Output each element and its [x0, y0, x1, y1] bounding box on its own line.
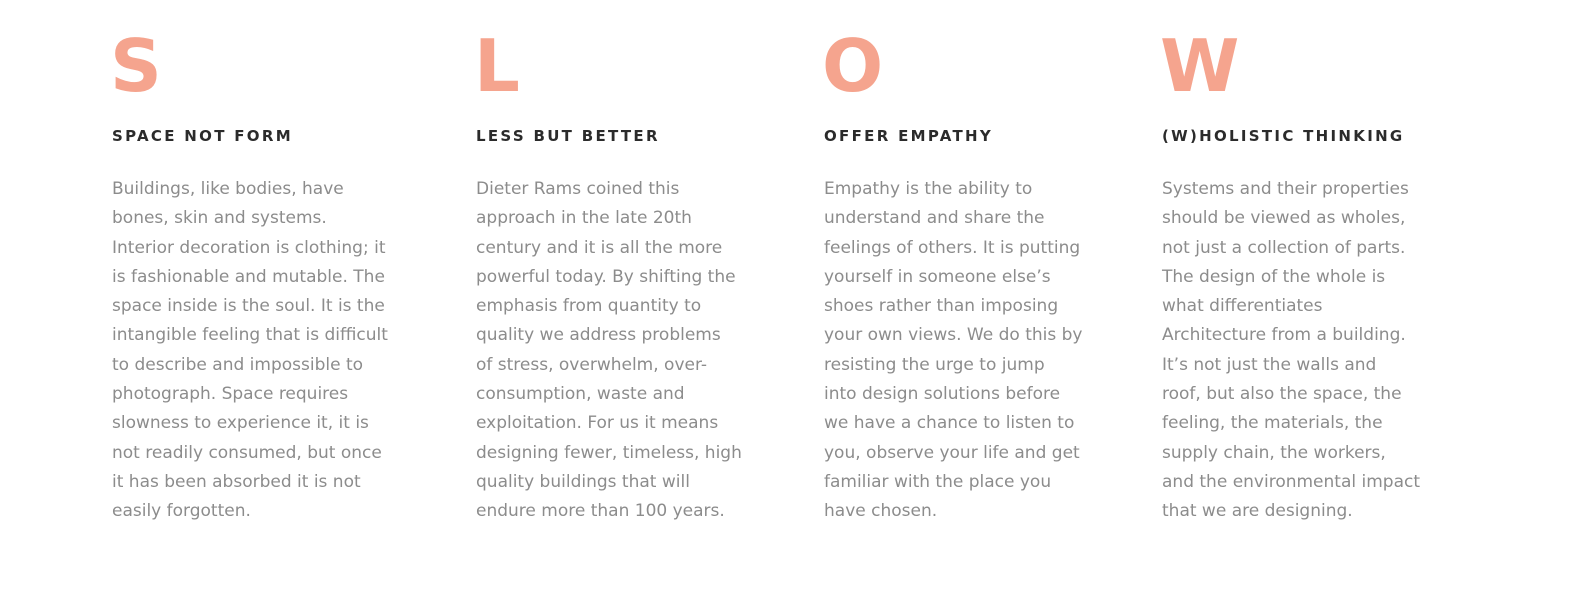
description-line: yourself in someone else’s [824, 266, 1051, 287]
description-line: shoes rather than imposing [824, 296, 1059, 317]
description-line: what differentiates [1162, 296, 1323, 317]
description-line: feeling, the materials, the [1162, 413, 1383, 434]
description-line: and the environmental impact [1162, 471, 1421, 492]
description-line: not readily consumed, but once [112, 442, 382, 463]
principle-letter-w: W [1160, 24, 1240, 108]
description-line: It’s not just the walls and [1162, 354, 1377, 375]
description-line: roof, but also the space, the [1162, 384, 1402, 405]
description-line: consumption, waste and [476, 384, 685, 405]
description-line: understand and share the [824, 208, 1045, 229]
description-line: to describe and impossible to [112, 354, 364, 375]
principle-letter-l: L [474, 24, 520, 108]
description-line: feelings of others. It is putting [824, 237, 1081, 258]
principle-heading-space-not-form: SPACE NOT FORM [112, 127, 293, 145]
description-line: approach in the late 20th [476, 208, 692, 229]
description-line: endure more than 100 years. [476, 501, 725, 522]
description-line: quality buildings that will [476, 471, 690, 492]
description-line: designing fewer, timeless, high [476, 442, 742, 463]
description-line: powerful today. By shifting the [476, 266, 736, 287]
description-line: supply chain, the workers, [1162, 442, 1386, 463]
principle-description-space [112, 175, 388, 527]
description-line: should be viewed as wholes, [1162, 208, 1406, 229]
principle-heading-offer-empathy: OFFER EMPATHY [824, 127, 994, 145]
description-line: slowness to experience it, it is [112, 413, 369, 434]
description-line: have chosen. [824, 501, 938, 522]
principle-heading-wholistic-thinking: (W)HOLISTIC THINKING [1162, 127, 1405, 145]
description-line: intangible feeling that is difficult [112, 325, 388, 346]
description-line: Buildings, like bodies, have [112, 179, 344, 199]
description-line: Dieter Rams coined this [476, 179, 680, 199]
principle-description-wholistic [1162, 175, 1420, 527]
description-line: exploitation. For us it means [476, 413, 719, 434]
description-line: resisting the urge to jump [824, 354, 1045, 375]
description-line: that we are designing. [1162, 501, 1353, 522]
description-line: easily forgotten. [112, 501, 251, 522]
description-line: bones, skin and systems. [112, 208, 327, 229]
description-line: is fashionable and mutable. The [112, 266, 385, 287]
principle-letter-o: O [822, 24, 884, 108]
description-line: Systems and their properties [1162, 179, 1409, 199]
description-line: emphasis from quantity to [476, 296, 702, 317]
description-line: Interior decoration is clothing; it [112, 237, 386, 258]
principle-description-less [476, 175, 742, 527]
description-line: you, observe your life and get [824, 442, 1080, 463]
description-line: The design of the whole is [1162, 266, 1386, 287]
description-line: Architecture from a building. [1162, 325, 1406, 346]
description-line: of stress, overwhelm, over- [476, 354, 708, 375]
principle-heading-less-but-better: LESS BUT BETTER [476, 127, 660, 145]
description-line: century and it is all the more [476, 237, 723, 258]
description-line: into design solutions before [824, 384, 1061, 405]
description-line: it has been absorbed it is not [112, 471, 361, 492]
description-line: familiar with the place you [824, 471, 1052, 492]
principle-letter-s: S [110, 24, 162, 108]
description-line: quality we address problems [476, 325, 721, 346]
description-line: not just a collection of parts. [1162, 237, 1406, 258]
description-line: your own views. We do this by [824, 325, 1083, 346]
description-line: space inside is the soul. It is the [112, 296, 385, 317]
description-line: photograph. Space requires [112, 384, 349, 405]
principle-description-offer [824, 175, 1082, 527]
description-line: we have a chance to listen to [824, 413, 1075, 434]
description-line: Empathy is the ability to [824, 179, 1033, 199]
